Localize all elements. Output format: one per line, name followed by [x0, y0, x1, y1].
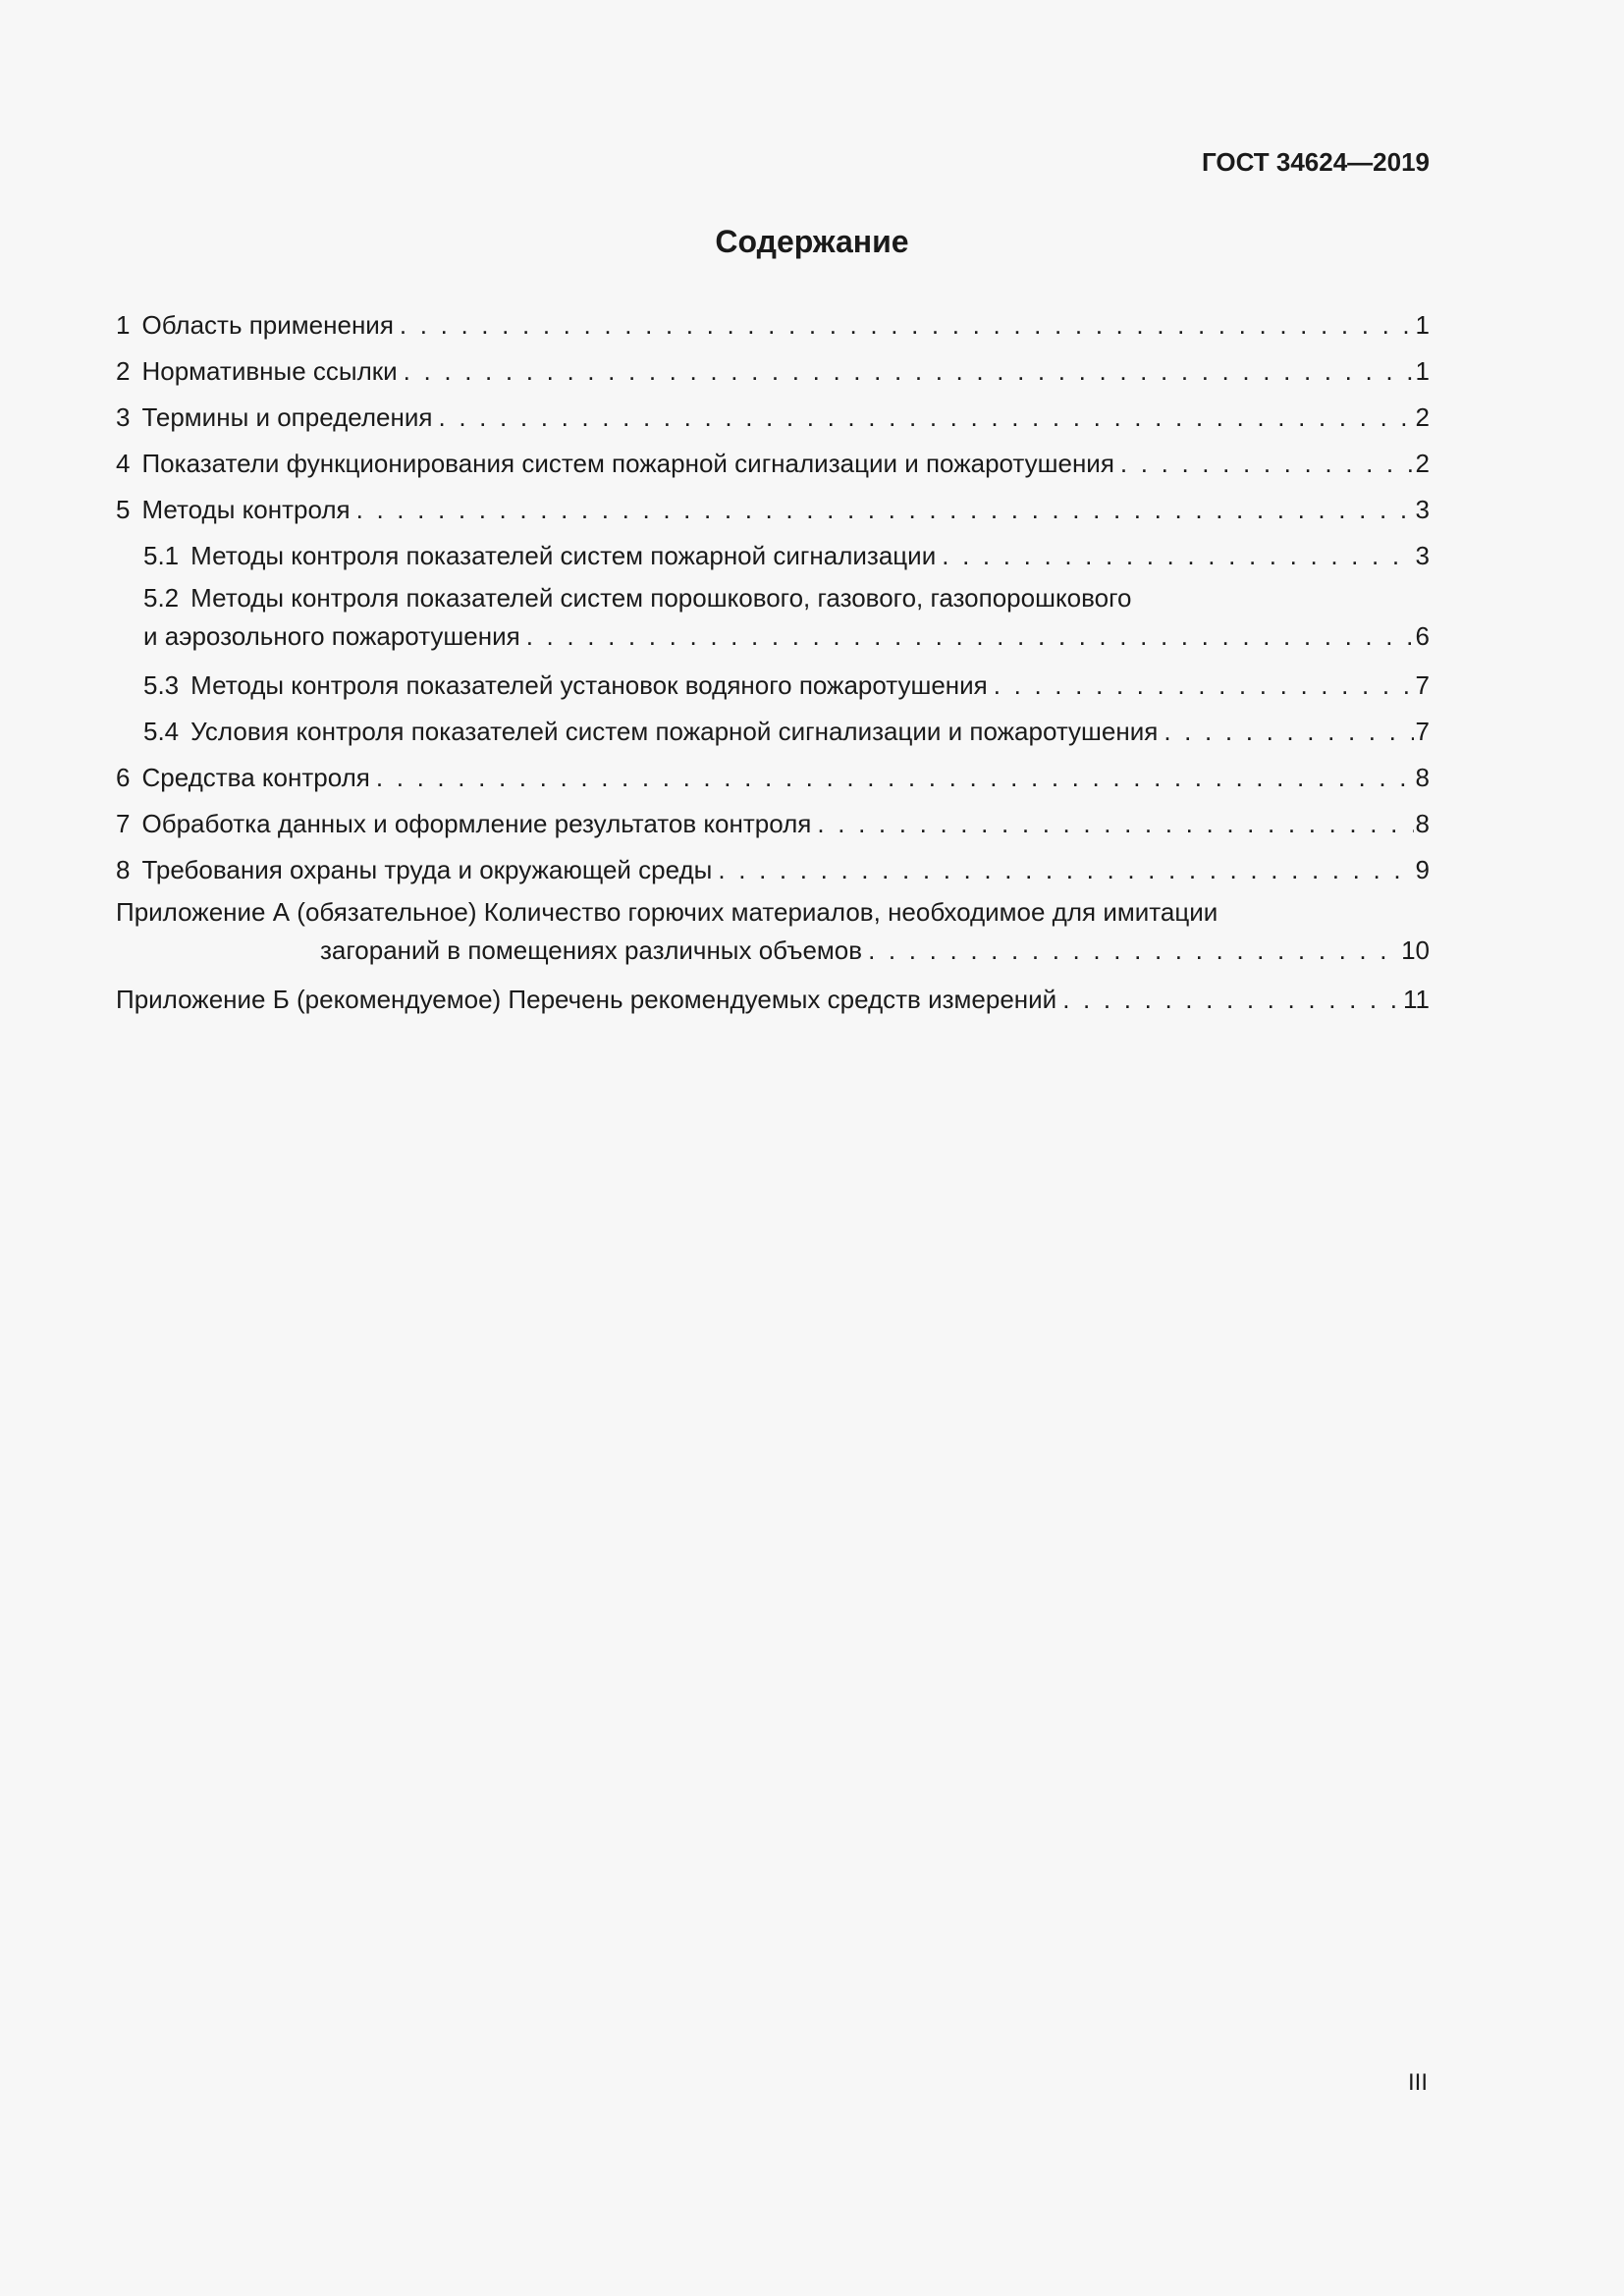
dot-leader	[526, 617, 1414, 655]
page-number: III	[1407, 2069, 1428, 2096]
toc-entry-2[interactable]	[116, 348, 1430, 395]
toc-entry-5-2[interactable]	[116, 579, 1430, 617]
toc-entry-page: 6	[1415, 621, 1430, 651]
toc-entry-appendix-a[interactable]	[116, 893, 1430, 932]
toc-entry-5-4[interactable]	[116, 709, 1430, 755]
toc-entry-5[interactable]	[116, 487, 1430, 533]
toc-entry-label: Термины и определения	[141, 402, 433, 432]
document-number: ГОСТ 34624—2019	[1202, 147, 1430, 177]
toc-entry-page: 8	[1415, 809, 1430, 838]
dot-leader	[404, 348, 1414, 395]
toc-entry-page: 1	[1415, 310, 1430, 340]
toc-entry-page: 9	[1415, 855, 1430, 884]
toc-entry-number: 8	[116, 855, 131, 884]
toc-entry-number: 3	[116, 402, 131, 432]
toc-entry-5-2-continuation[interactable]	[116, 617, 1430, 663]
toc-entry-label: Условия контроля показателей систем пожарной сигнализации и пожаротушения	[190, 717, 1159, 746]
dot-leader	[1164, 709, 1413, 755]
toc-entry-page: 10	[1401, 935, 1430, 965]
dot-leader	[942, 533, 1413, 579]
table-of-contents	[116, 302, 1430, 1023]
toc-entry-label: Требования охраны труда и окружающей среды	[141, 855, 713, 884]
toc-entry-appendix-a-continuation[interactable]	[116, 932, 1430, 977]
toc-entry-label: Методы контроля показателей систем порошкового, газового, газопорошкового	[190, 583, 1132, 613]
dot-leader	[1062, 977, 1401, 1023]
dot-leader	[868, 932, 1399, 969]
toc-entry-label: Область применения	[141, 310, 394, 340]
dot-leader	[400, 302, 1414, 348]
toc-entry-4[interactable]	[116, 441, 1430, 487]
toc-entry-label: Приложение А (обязательное) Количество горючих материалов, необходимое для имитации	[116, 897, 1218, 927]
dot-leader	[718, 847, 1413, 893]
toc-entry-number: 7	[116, 809, 131, 838]
toc-entry-page: 8	[1415, 763, 1430, 792]
toc-entry-number: 5.1	[143, 541, 180, 570]
toc-entry-6[interactable]	[116, 755, 1430, 801]
toc-entry-label: Показатели функционирования систем пожарной сигнализации и пожаротушения	[141, 449, 1114, 478]
toc-entry-page: 11	[1403, 985, 1430, 1014]
toc-entry-number: 4	[116, 449, 131, 478]
toc-entry-label: Методы контроля показателей установок водяного пожаротушения	[190, 670, 988, 700]
dot-leader	[1120, 441, 1414, 487]
toc-entry-number: 5.4	[143, 717, 180, 746]
toc-entry-label: Приложение Б (рекомендуемое) Перечень рекомендуемых средств измерений	[116, 985, 1057, 1014]
toc-entry-number: 2	[116, 356, 131, 386]
toc-entry-label: Нормативные ссылки	[141, 356, 398, 386]
toc-entry-page: 7	[1415, 670, 1430, 700]
toc-entry-label: Обработка данных и оформление результатов контроля	[141, 809, 812, 838]
toc-entry-3[interactable]	[116, 395, 1430, 441]
toc-entry-number: 5.3	[143, 670, 180, 700]
toc-entry-number: 5	[116, 495, 131, 524]
toc-entry-label: загораний в помещениях различных объемов	[320, 935, 863, 965]
toc-entry-page: 3	[1415, 541, 1430, 570]
toc-entry-label: и аэрозольного пожаротушения	[143, 621, 520, 651]
toc-entry-page: 2	[1415, 402, 1430, 432]
toc-entry-number: 1	[116, 310, 131, 340]
toc-entry-page: 2	[1415, 449, 1430, 478]
toc-entry-number: 6	[116, 763, 131, 792]
toc-entry-1[interactable]	[116, 302, 1430, 348]
toc-entry-appendix-b[interactable]	[116, 977, 1430, 1023]
toc-entry-label: Средства контроля	[141, 763, 370, 792]
toc-entry-label: Методы контроля	[141, 495, 351, 524]
toc-entry-page: 7	[1415, 717, 1430, 746]
dot-leader	[438, 395, 1413, 441]
toc-entry-label: Методы контроля показателей систем пожарной сигнализации	[190, 541, 937, 570]
dot-leader	[356, 487, 1414, 533]
page-title: Содержание	[715, 224, 909, 259]
dot-leader	[817, 801, 1413, 847]
toc-entry-page: 1	[1415, 356, 1430, 386]
dot-leader	[994, 663, 1414, 709]
toc-entry-5-1[interactable]	[116, 533, 1430, 579]
dot-leader	[376, 755, 1414, 801]
toc-entry-5-3[interactable]	[116, 663, 1430, 709]
toc-entry-7[interactable]	[116, 801, 1430, 847]
toc-entry-page: 3	[1415, 495, 1430, 524]
toc-entry-8[interactable]	[116, 847, 1430, 893]
toc-entry-number: 5.2	[143, 583, 180, 613]
